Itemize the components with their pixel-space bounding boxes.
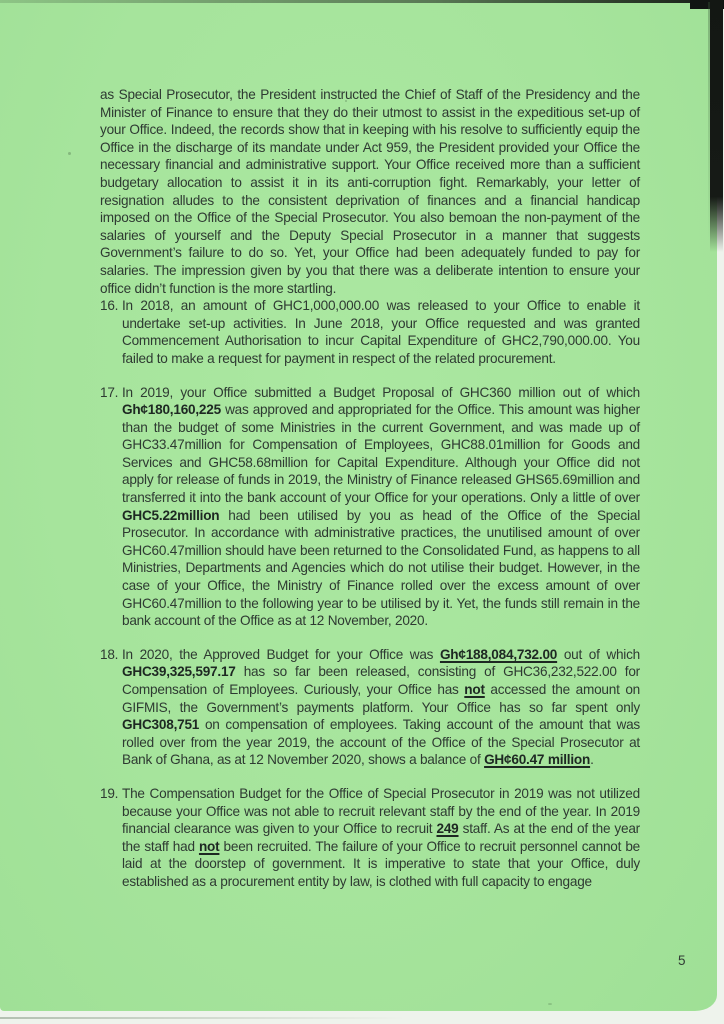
emphasized-text: Gh¢188,084,732.00 bbox=[439, 646, 558, 662]
emphasized-text: Gh¢180,160,225 bbox=[122, 402, 221, 418]
item-number: 18. bbox=[100, 646, 119, 662]
text-run: In 2020, the Approved Budget for your Office was bbox=[122, 646, 440, 662]
text-run: had been utilised by you as head of the Office of the Special Prosecutor. In accordance with administrative practices, the unutilised amount of over GHC60.47million should have been returned to the Consolidated Fund, as happens to all Ministries, Departments and Agencies which do not utilise their budget. However, in the case of your Office, the Ministry of Finance rolled over the excess amount of over GHC60.47million to the following year to be utilised by it. Yet, the funds still remain in the bank account of the Office as at 12 November, 2020. bbox=[122, 507, 640, 629]
item-text bbox=[122, 297, 640, 367]
scan-edge-artifact-bottom bbox=[0, 1017, 405, 1019]
document-body bbox=[100, 86, 640, 891]
item-text bbox=[122, 646, 640, 769]
item-number: 16. bbox=[100, 298, 119, 314]
scan-speck bbox=[548, 1003, 552, 1005]
emphasized-text: not bbox=[198, 838, 220, 854]
text-run: on compensation of employees. Taking account of the amount that was rolled over from the year 2019, the account of the Office of the Special Prosecutor at Bank of Ghana, as at 12 November 2020, shows a balance of bbox=[122, 717, 640, 768]
text-run: The Compensation Budget for the Office of Special Prosecutor in 2019 was not utilized because your Office was not able to recruit relevant staff by the end of the year. In 2019 financial clearance was given to your Office to recruit bbox=[122, 785, 640, 837]
text-run: In 2019, your Office submitted a Budget Proposal of GHC360 million out of which bbox=[122, 384, 640, 400]
item-number: 17. bbox=[100, 384, 119, 400]
emphasized-text: 249 bbox=[436, 821, 459, 837]
page-number: 5 bbox=[678, 953, 686, 968]
emphasized-text: GH¢60.47 million bbox=[484, 752, 591, 768]
text-run: . bbox=[590, 752, 594, 768]
paragraph-continuation bbox=[100, 86, 640, 297]
scan-speck bbox=[68, 152, 71, 155]
numbered-paragraph-19 bbox=[100, 785, 640, 891]
text-run: been recruited. The failure of your Office to recruit personnel cannot be laid at the doorstep of government. It is imperative to state that your Office, duly established as a procurement entity by law, is clothed with full capacity to engage bbox=[122, 838, 640, 889]
numbered-paragraph-16 bbox=[100, 297, 640, 367]
text-run: was approved and appropriated for the Office. This amount was higher than the budget of some Ministries in the current Government, and was made up of GHC33.47million for Compensation of Employees, GHC88.01million for Goods and Services and GHC58.68million for Capital Expenditure. Although your Office did not apply for release of funds in 2019, the Ministry of Finance released GHS65.69million and transferred it into the bank account of your Office for your operations. Only a little of over bbox=[122, 402, 640, 506]
numbered-paragraph-17 bbox=[100, 384, 640, 630]
emphasized-text: GHC39,325,597.17 bbox=[122, 664, 236, 680]
item-text bbox=[122, 785, 640, 891]
text-run: as Special Prosecutor, the President instructed the Chief of Staff of the Presidency and the Minister of Finance to ensure that they do their utmost to assist in the expeditious set-up of your Office. Indeed, the records show that in keeping with his resolve to sufficiently equip the Office in the discharge of its mandate under Act 959, the President provided your Office the necessary financial and administrative support. Your Office received more than a sufficient budgetary allocation to assist it in its anti-corruption fight. Remarkably, your letter of resignation alludes to the consistent deprivation of finances and a financial handicap imposed on the Office of the Special Prosecutor. You also bemoan the non-payment of the salaries of yourself and the Deputy Special Prosecutor in a manner that suggests Government’s failure to do so. Yet, your Office had been adequately funded to pay for salaries. The impression given by you that there was a deliberate intention to ensure your office didn’t function is the more startling. bbox=[100, 87, 640, 296]
scan-edge-artifact-right bbox=[710, 0, 723, 252]
text-run: out of which bbox=[557, 646, 640, 662]
emphasized-text: not bbox=[464, 682, 485, 697]
text-run: In 2018, an amount of GHC1,000,000.00 was released to your Office to enable it undertake set-up activities. In June 2018, your Office requested and was granted Commencement Authorisation to incur Capital Expenditure of GHC2,790,000.00. You failed to make a request for payment in respect of the related procurement. bbox=[122, 298, 640, 366]
scan-edge-artifact-top bbox=[0, 0, 724, 3]
text-run: has so far been released, consisting of GHC36,232,522.00 for Compensation of Employees. Curiously, your Office has bbox=[122, 664, 640, 697]
text-run: accessed the amount on GIFMIS, the Government’s payments platform. Your Office has so far spent only bbox=[122, 682, 640, 715]
emphasized-text: GHC5.22million bbox=[122, 507, 220, 523]
item-text bbox=[122, 384, 640, 630]
numbered-paragraph-18 bbox=[100, 646, 640, 769]
text-run: staff. As at the end of the year the staff had bbox=[122, 821, 640, 854]
emphasized-text: GHC308,751 bbox=[122, 717, 200, 733]
item-number: 19. bbox=[100, 785, 119, 801]
